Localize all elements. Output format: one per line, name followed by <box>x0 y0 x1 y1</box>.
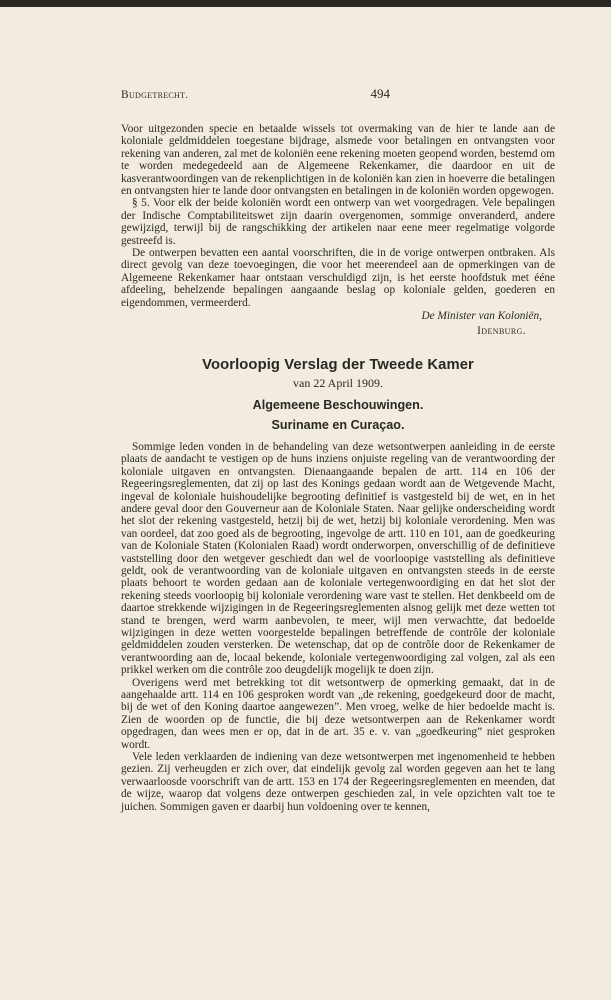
paragraph: § 5. Voor elk der beide koloniën wordt een ontwerp van wet voorgedragen. Vele bepalingen der Indische Comptabiliteitswet zijn daarin overgenomen, sommige onveranderd, andere gewijzigd, terwijl bij de rangschikking der artikelen naar eene meer regelmatige volgorde gestreefd is. <box>121 197 555 247</box>
scan-edge <box>0 0 611 7</box>
section-1-body <box>121 123 555 309</box>
section-subtitle: Algemeene Beschouwingen. <box>252 397 424 412</box>
paragraph: De ontwerpen bevatten een aantal voorschriften, die in de vorige ontwerpen ontbraken. Als direct gevolg van deze toevoegingen, die voor het meerendeel aan de opmerkingen van de Algemeene Rekenkamer haar ontstaan verschuldigd zijn, is het eerste hoofdstuk met ééne afdeeling, behelzende bepalingen aangaande beslag op koloniale gelden, goederen en eigendommen, vermeerderd. <box>121 247 555 309</box>
signature-title: De Minister van Koloniën, <box>421 310 542 323</box>
page-number: 494 <box>370 86 390 101</box>
paragraph: Overigens werd met betrekking tot dit wetsontwerp de opmerking gemaakt, dat in de aangehaalde artt. 114 en 106 gesproken wordt van „de rekening, goedgekeurd door de macht, bij de wet of den Koning daartoe aangewezen”. Men vroeg, welke de hier bedoelde macht is. Zien de woorden op de functie, die bij deze wetsontwerpen aan de Rekenkamer wordt opgedragen, dan wees men er op, dat in de art. 35 e. v. van „goedkeuring” niet gesproken wordt. <box>121 676 555 751</box>
signature <box>121 310 555 337</box>
section-date: van 22 April 1909. <box>293 375 383 390</box>
section-2-body <box>121 441 555 813</box>
paragraph: Vele leden verklaarden de indiening van deze wetsontwerpen met ingenomenheid te hebben gezien. Zij verheugden er zich over, dat eindelijk gevolg zal worden gegeven aan het te lang verwaarloosde voorschrift van de artt. 153 en 174 der Regeeringsreglementen en meenden, dat de wijze, waarop dat volgens deze ontwerpen geschieden zal, in vele opzichten valt toe te juichen. Sommigen gaven er daarbij hun voldoening over te kennen, <box>121 751 555 813</box>
signature-name: Idenburg. <box>477 324 526 337</box>
text-block <box>121 88 555 813</box>
running-title: Budgetrecht. <box>121 89 189 101</box>
paragraph: Sommige leden vonden in de behandeling van deze wetsontwerpen aanleiding in de eerste plaats de aandacht te vestigen op de huns inziens onjuiste regeling van de verantwoording der koloniale uitgaven en ontvangsten. Dienaangaande bepalen de artt. 114 en 106 der Regeeringsreglementen, dat zij op last des Konings gedaan wordt aan de Wetgevende Macht, ingeval de koloniale huishoudelijke begrooting definitief is vastgesteld bij de wet, en in het andere geval door den Gouverneur aan de Koloniale Staten. Naar gelijke onderscheiding wordt het slot der rekening vastgesteld, hetzij bij de wet, hetzij bij koloniale verordening. Men was van oordeel, dat zoo goed als de begrooting, ingevolge de artt. 110 en 101, aan de goedkeuring van de Koloniale Staten (Kolonialen Raad) wordt onderworpen, onverschillig of de definitieve vaststelling door den wetgever geschiedt dan wel de voorloopige vaststelling als definitieve geldt, ook de verantwoording van de koloniale uitgaven en ontvangsten steeds in de eerste plaats behoort te worden gedaan aan de koloniale vertegenwoordiging en dat het slot der rekening steeds voorloopig bij koloniale verordening ware vast te stellen. Het denkbeeld om de daartoe strekkende wijzigingen in de Regeeringsreglementen alsnog gelijk met deze wetten tot stand te brengen, werd warm aanbevolen, te meer, wijl men verwachtte, dat bedoelde wijzigingen in deze wetten voorgestelde bepalingen betreffende de contrôle der koloniale geldmiddelen zouden versterken. De wetenschap, dat op de contrôle door de Rekenkamer de verantwoording aan de, locaal bekende, koloniale vertegenwoordiging zal volgen, zal als een prikkel werken om die contrôle zoo deugdelijk mogelijk te doen zijn. <box>121 440 555 677</box>
running-head <box>121 88 555 102</box>
section-2-heading <box>121 356 555 433</box>
section-title: Voorloopig Verslag der Tweede Kamer <box>202 356 474 373</box>
paragraph: Voor uitgezonden specie en betaalde wissels tot overmaking van de hier te lande aan de koloniale geldmiddelen toegestane bijdrage, alsmede voor betalingen en ontvangsten voor rekening van anderen, zal met de koloniën eene rekening moeten geopend worden, bestemd om te worden medegedeeld aan de Algemeene Rekenkamer, die daardoor en uit de kasverantwoordingen van de rekenplichtigen in de koloniën kan zien in hoeverre die betalingen en ontvangsten hier te lande door ontvangsten en betalingen in de koloniën worden opgewogen. <box>121 123 555 198</box>
section-subsubtitle: Suriname en Curaçao. <box>271 417 405 432</box>
